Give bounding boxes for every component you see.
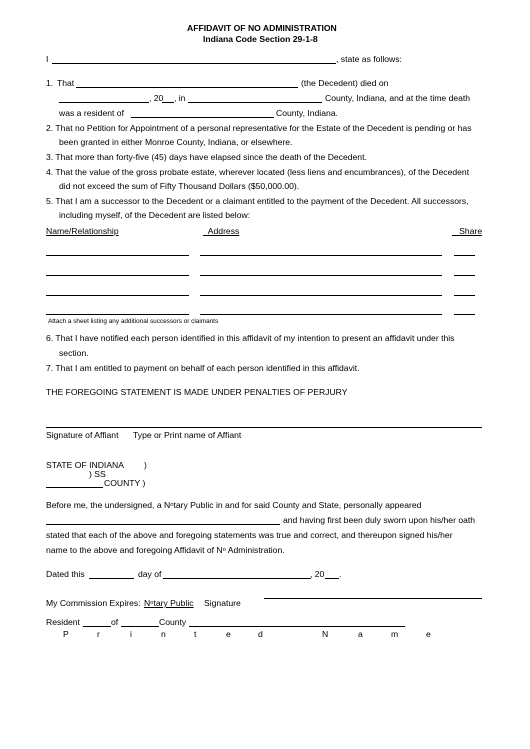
state-county: COUNTY ) (104, 478, 146, 488)
item3-line1: 3. That more than forty-five (45) days have elapsed since the death of the Decedent. (46, 152, 367, 162)
death-county-field[interactable] (188, 102, 322, 103)
resident-label: Resident (46, 617, 80, 627)
notary-public-rest: tary Public (153, 598, 194, 608)
printed-name-letter: m (391, 629, 399, 639)
successor-address-field-1[interactable] (200, 255, 442, 256)
successor-address-field-3[interactable] (200, 295, 442, 296)
item5-line1: 5. That I am a successor to the Decedent or a claimant entitled to the payment of the Decedent. All successors, (46, 196, 469, 206)
resident-county-name-field[interactable] (121, 626, 159, 627)
dated-this-label: Dated this (46, 569, 85, 579)
notary-public-n: N (144, 598, 151, 608)
col-header-address-text: Address (207, 226, 240, 236)
printed-name-letter: e (426, 629, 431, 639)
item7-line1: 7. That I am entitled to payment on behalf of each person identified in this affidavit. (46, 363, 360, 373)
name-to-o: o (222, 547, 226, 553)
item1-that: That (57, 78, 75, 88)
decedent-name-field[interactable] (76, 87, 298, 88)
affiant-name-field[interactable] (52, 63, 336, 64)
affiant-signature-field[interactable] (46, 427, 482, 428)
form-title: AFFIDAVIT OF NO ADMINISTRATION (187, 23, 337, 33)
dated-month-field[interactable] (163, 578, 311, 579)
item1-county-indiana: County, Indiana. (276, 108, 338, 118)
attach-sheet-note: Attach a sheet listing any additional successors or claimants (48, 318, 219, 325)
successor-name-field-3[interactable] (46, 295, 189, 296)
successor-name-field-2[interactable] (46, 275, 189, 276)
name-to-part1: name to the above and foregoing Affidavit of N (46, 545, 223, 555)
successor-address-field-4[interactable] (200, 314, 442, 315)
form-subtitle: Indiana Code Section 29-1-8 (203, 34, 318, 44)
penalty-statement: THE FOREGOING STATEMENT IS MADE UNDER PENALTIES OF PERJURY (46, 387, 348, 397)
printed-name-letter: i (130, 629, 132, 639)
dated-period: . (339, 569, 342, 579)
item2-line2: been granted in either Monroe County, Indiana, or elsewhere. (59, 137, 293, 147)
successor-name-field-1[interactable] (46, 255, 189, 256)
item1-in: , in (174, 93, 186, 103)
printed-name-letter: a (358, 629, 363, 639)
item6-line1: 6. That I have notified each person identified in this affidavit of my intention to present an affidavit under this (46, 333, 455, 343)
state-paren: ) (144, 460, 147, 470)
before-me-text (46, 500, 421, 511)
resident-of-label: of (111, 617, 119, 627)
intro-suffix: , state as follows: (336, 54, 402, 64)
resident-county-label: County (159, 617, 187, 627)
state-of-indiana: STATE OF INDIANA (46, 460, 124, 470)
col-header-share (452, 226, 482, 237)
notary-public-label (144, 598, 194, 609)
dated-day-field[interactable] (89, 578, 134, 579)
item2-line1: 2. That no Petition for Appointment of a personal representative for the Estate of the Decedent is pending or has (46, 123, 472, 133)
successor-address-field-2[interactable] (200, 275, 442, 276)
death-year-field[interactable] (162, 102, 174, 103)
col-header-share-text: Share (459, 226, 483, 236)
state-ss: ) SS (89, 469, 106, 479)
death-date-field[interactable] (59, 102, 149, 103)
successor-name-field-4[interactable] (46, 314, 189, 315)
resident-county-field[interactable] (131, 117, 274, 118)
successor-share-field-1[interactable] (454, 255, 475, 256)
printed-name-letter: r (97, 629, 100, 639)
notary-signature-label: Signature (204, 598, 241, 608)
appeared-name-field[interactable] (46, 524, 280, 525)
resident-field[interactable] (83, 626, 111, 627)
name-to-text (46, 545, 285, 556)
item4-line1: 4. That the value of the gross probate estate, wherever located (less liens and encumbrances), of the Decedent (46, 167, 470, 177)
successor-share-field-3[interactable] (454, 295, 475, 296)
printed-name-letter: n (161, 629, 166, 639)
printed-name-letter: e (226, 629, 231, 639)
before-me-part1: Before me, the undersigned, a N (46, 500, 171, 510)
commission-expires-label: My Commission Expires: (46, 598, 141, 608)
item1-number: 1. (46, 78, 54, 88)
sworn-text: and having first been duly sworn upon his/her oath (283, 515, 476, 525)
successor-share-field-4[interactable] (454, 314, 475, 315)
before-me-o: o (170, 502, 174, 508)
intro-prefix: I (46, 54, 49, 64)
dated-year-label: , 20 (310, 569, 325, 579)
item1-decedent-died: (the Decedent) died on (301, 78, 389, 88)
before-me-part2: tary Public in and for said County and State, personally appeared (173, 500, 422, 510)
name-to-part2: Administration. (225, 545, 285, 555)
type-print-name-label: Type or Print name of Affiant (133, 430, 242, 440)
stated-text: stated that each of the above and foregoing statements was true and correct, and thereupon signed his/her (46, 530, 453, 540)
item5-line2: including myself, of the Decedent are listed below: (59, 210, 251, 220)
signature-of-affiant-label: Signature of Affiant (46, 430, 119, 440)
col-header-address (203, 226, 239, 237)
notary-county-field[interactable] (46, 487, 103, 488)
printed-name-letter: P (63, 629, 69, 639)
col-header-name: Name/Relationship (46, 226, 119, 236)
printed-name-letter: t (194, 629, 197, 639)
notary-signature-field[interactable] (264, 598, 482, 599)
printed-name-field[interactable] (189, 626, 405, 627)
notary-public-o: o (150, 600, 154, 606)
item1-county-text: County, Indiana, and at the time death (325, 93, 471, 103)
item1-year: , 20 (149, 93, 164, 103)
printed-name-letter: d (258, 629, 263, 639)
day-of-label: day of (138, 569, 162, 579)
item1-resident-of: was a resident of (59, 108, 124, 118)
successor-share-field-2[interactable] (454, 275, 475, 276)
dated-year-field[interactable] (325, 578, 339, 579)
printed-name-letter: N (322, 629, 329, 639)
item4-line2: did not exceed the sum of Fifty Thousand Dollars ($50,000.00). (59, 181, 300, 191)
item6-line2: section. (59, 348, 89, 358)
